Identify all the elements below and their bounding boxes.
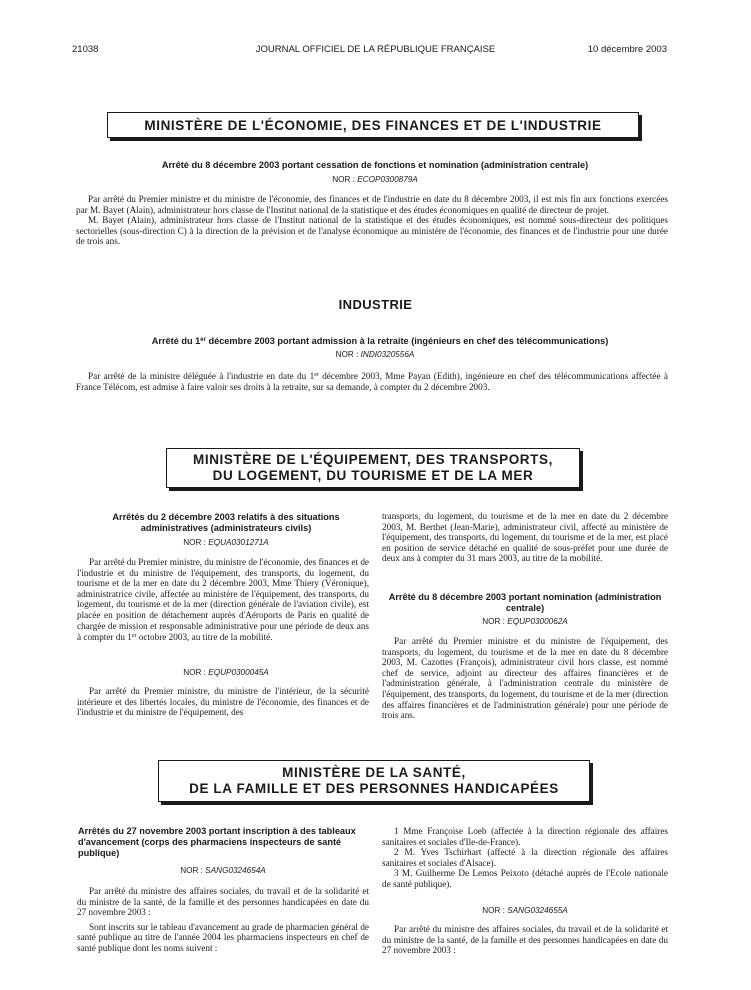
paragraph: Par arrêté du Premier ministre, du ministre de l'intérieur, de la sécurité intérieure et des libertés locales, du ministre de l'économie, des finances et de l'industrie et du ministre de l'équipement, des xyxy=(77,686,369,718)
text-part: octobre 2003, au titre de la mobilité. xyxy=(136,632,273,643)
arrete-title-equipement-1: Arrêtés du 2 décembre 2003 relatifs à des situations administratives (administrateurs civils) xyxy=(112,512,340,533)
ministry-equipement-line2: DU LOGEMENT, DU TOURISME ET DE LA MER xyxy=(212,468,534,483)
nor-code: EQUP0300062A xyxy=(507,617,568,626)
nor-equipement-3 xyxy=(382,617,668,626)
section-industrie-title: INDUSTRIE xyxy=(338,297,413,312)
paragraph: Par arrêté du ministre des affaires sociales, du travail et de la solidarité et du ministre de la santé, de la famille et des personnes handicapées en date du 27 novembre 2003 : xyxy=(382,924,668,956)
paragraph xyxy=(76,370,668,392)
text-part: décembre 2003, Mme Payan (Edith), ingénieure en chef des télécommunications affectée à France Télécom, est admise à faire valoir ses droits à la retraite, sur sa demande, à compter du 2 décembre 2003. xyxy=(76,371,668,392)
arrete-body-sante-2 xyxy=(382,924,668,956)
nor-label: NOR : xyxy=(183,668,206,677)
text-part: Par arrêté de la ministre déléguée à l'industrie en date du 1 xyxy=(88,371,315,381)
nor-code: INDI0320556A xyxy=(360,350,415,359)
nor-sante-2 xyxy=(382,906,668,915)
nor-label: NOR : xyxy=(183,538,206,547)
ministry-sante-line2: DE LA FAMILLE ET DES PERSONNES HANDICAPÉES xyxy=(189,781,559,796)
nor-label: NOR : xyxy=(180,866,203,875)
text-part: Par arrêté du Premier ministre, du ministre de l'économie, des finances et de l'industrie et du ministre de l'équipement, des transports, du logement, du tourisme et de la mer en date du 2 décembre 2003, Mme Thiery (Véronique), administratrice civile, affectée au ministère de l'équipement, des transports, du logement, du tourisme et de la mer (direction générale de l'aviation civile), est placée en position de détachement auprès d'Aéroports de Paris en qualité de chargée de mission et responsable administrative pour une période de deux ans à compter du 1 xyxy=(77,557,369,643)
arrete-body-economie xyxy=(76,194,668,247)
paragraph: Par arrêté du ministre des affaires sociales, du travail et de la solidarité et du ministre de la santé, de la famille et des personnes handicapées en date du 27 novembre 2003 : xyxy=(77,886,369,918)
paragraph xyxy=(77,557,369,643)
arrete-body-equipement-1 xyxy=(77,557,369,643)
ministry-economie-title: MINISTÈRE DE L'ÉCONOMIE, DES FINANCES ET DE L'INDUSTRIE xyxy=(144,117,602,133)
nor-economie xyxy=(60,175,690,184)
nor-equipement-1 xyxy=(82,538,370,547)
text-sup: er xyxy=(131,633,137,640)
sante-name-list xyxy=(382,826,668,890)
arrete-title-economie: Arrêté du 8 décembre 2003 portant cessation de fonctions et nomination (administration centrale) xyxy=(161,160,589,170)
title-part: Arrêté du 1 xyxy=(151,336,201,346)
paragraph: Par arrêté du Premier ministre et du ministre de l'économie, des finances et de l'industrie en date du 8 décembre 2003, il est mis fin aux fonctions exercées par M. Bayet (Alain), administrateur hors classe de l'Institut national de la statistique et des études économiques en qualité de directeur de projet. xyxy=(76,194,668,215)
list-item: 1 Mme Françoise Loeb (affectée à la direction régionale des affaires sanitaires et sociales d'Ile-de-France). xyxy=(382,826,668,847)
list-item: 3 M. Guilherme De Lemos Peixoto (détaché auprès de l'Ecole nationale de santé publique). xyxy=(382,868,668,889)
nor-code: SANG0324654A xyxy=(205,866,266,875)
nor-industrie xyxy=(60,350,690,359)
arrete-title-equipement-3: Arrêté du 8 décembre 2003 portant nomination (administration centrale) xyxy=(388,592,662,613)
ministry-sante-heading xyxy=(158,760,590,802)
page-number: 21038 xyxy=(72,44,99,55)
journal-title: JOURNAL OFFICIEL DE LA RÉPUBLIQUE FRANÇAISE xyxy=(255,44,496,55)
arrete-body-equipement-2 xyxy=(77,686,369,718)
title-part: décembre 2003 portant admission à la retraite (ingénieurs en chef des télécommunications) xyxy=(205,336,609,346)
paragraph: Sont inscrits sur le tableau d'avancement au grade de pharmacien général de santé publique au titre de l'année 2004 les pharmaciens inspecteurs en chef de santé publique dont les noms suivent : xyxy=(77,921,369,953)
nor-code: ECOP0300879A xyxy=(357,175,418,184)
list-item: 2 M. Yves Tschirhart (affecté à la direction régionale des affaires sanitaires et sociales d'Alsace). xyxy=(382,847,668,868)
nor-label: NOR : xyxy=(335,350,359,359)
nor-label: NOR : xyxy=(332,175,355,184)
ministry-economie-heading xyxy=(107,112,639,138)
text-sup: er xyxy=(314,372,319,378)
arrete-body-industrie xyxy=(76,370,668,392)
nor-equipement-2 xyxy=(82,668,370,677)
nor-code: EQUA0301271A xyxy=(208,538,269,547)
arrete-title-sante: Arrêtés du 27 novembre 2003 portant inscription à des tableaux d'avancement (corps des pharmaciens inspecteurs de santé publique) xyxy=(78,826,356,858)
nor-code: SANG0324655A xyxy=(507,906,568,915)
arrete-body-equipement-3 xyxy=(382,636,668,721)
arrete-title-industrie xyxy=(60,335,700,347)
paragraph: M. Bayet (Alain), administrateur hors classe de l'Institut national de la statistique et des études économiques, est nommé sous-directeur des politiques sectorielles (sous-direction C) à la direction de la prévision et de l'analyse économique au ministère de l'économie, des finances et de l'industrie pour une durée de trois ans. xyxy=(76,215,668,247)
ministry-equipement-heading xyxy=(166,448,580,488)
ministry-equipement-line1: MINISTÈRE DE L'ÉQUIPEMENT, DES TRANSPORTS, xyxy=(193,452,553,467)
nor-code: EQUP0300045A xyxy=(208,668,269,677)
paragraph: transports, du logement, du tourisme et de la mer en date du 2 décembre 2003, M. Berthet (Jean-Marie), administrateur civil, affecté au ministère de l'équipement, des transports, du logement, du tourisme et de la mer, est placé en position de service détaché en qualité de sous-préfet pour une durée de deux ans à compter du 31 mars 2003, au titre de la mobilité. xyxy=(382,511,668,564)
arrete-body-equipement-2-continued xyxy=(382,511,668,564)
header-date: 10 décembre 2003 xyxy=(587,44,667,55)
paragraph: Par arrêté du Premier ministre et du ministre de l'équipement, des transports, du logement, du tourisme et de la mer en date du 8 décembre 2003, M. Cazottes (François), administrateur civil hors classe, est nommé chef de service, adjoint au directeur des affaires financières et de l'administration générale, à l'administration centrale du ministère de l'équipement, des transports, du logement, du tourisme et de la mer (direction des affaires financières et de l'administration générale) pour une période de trois ans. xyxy=(382,636,668,721)
ministry-sante-line1: MINISTÈRE DE LA SANTÉ, xyxy=(282,765,466,780)
title-sup: er xyxy=(200,337,206,343)
arrete-body-sante-1 xyxy=(77,886,369,954)
nor-label: NOR : xyxy=(482,617,505,626)
nor-sante-1 xyxy=(78,866,368,875)
nor-label: NOR : xyxy=(482,906,505,915)
